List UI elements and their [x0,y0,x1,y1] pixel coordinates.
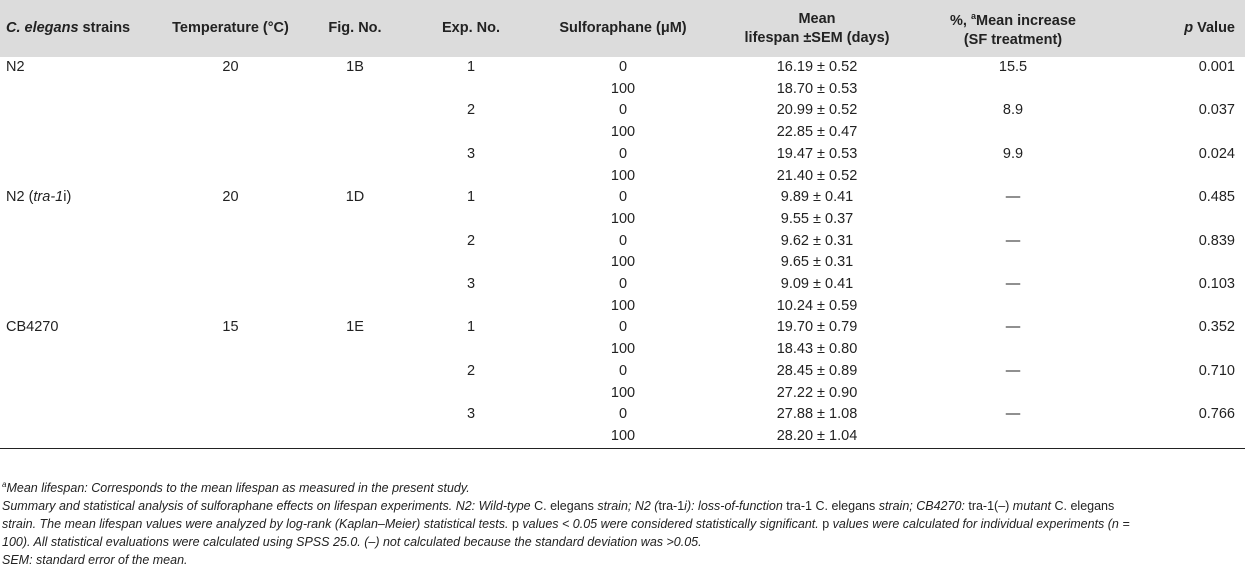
cell-mean: 19.47 ± 0.53 [776,145,858,162]
cell-exp [411,79,531,101]
header-inc-sup: a [970,11,976,22]
cell-mean: 27.22 ± 0.90 [776,384,858,401]
cell-strain [0,79,162,101]
cell-strain: CB4270 [6,319,59,336]
header-fig: Fig. No. [328,20,382,36]
cell-inc [919,296,1107,318]
cell-strain [0,339,162,361]
summary-segment: strain; N2 ( [593,499,659,513]
table-row [0,209,1245,231]
cell-fig [299,296,411,318]
cell-inc: — [1005,276,1021,293]
cell-exp [411,209,531,231]
cell-inc [919,426,1107,448]
cell-sf: 100 [610,297,636,314]
cell-fig [299,79,411,101]
cell-temp: 20 [222,189,239,206]
summary-note [2,497,1142,551]
header-strain [0,0,162,57]
cell-strain-after: i) [63,189,72,206]
header-mean-lifespan [715,0,919,57]
cell-exp: 1 [466,189,476,206]
cell-mean: 28.45 ± 0.89 [776,362,858,379]
cell-sf: 0 [618,232,628,249]
table-row [0,122,1245,144]
header-strain-rest: strains [78,20,131,36]
cell-inc: — [1005,232,1021,249]
cell-inc: — [1005,406,1021,423]
summary-segment: i): loss-of-function [684,499,787,513]
cell-temp [162,209,299,231]
cell-mean: 10.24 ± 0.59 [776,297,858,314]
cell-mean: 9.62 ± 0.31 [780,232,854,249]
cell-p: 0.352 [1198,319,1235,336]
table-row [0,100,1245,122]
cell-inc [919,166,1107,188]
cell-sf: 0 [618,406,628,423]
cell-p: 0.024 [1198,145,1235,162]
cell-p: 0.485 [1198,189,1235,206]
cell-strain [0,426,162,448]
cell-strain-gene: tra-1 [33,189,64,206]
table-row [0,426,1245,448]
cell-strain [0,274,162,296]
cell-mean: 21.40 ± 0.52 [776,167,858,184]
table-row [0,404,1245,426]
cell-p: 0.103 [1198,276,1235,293]
cell-mean: 9.55 ± 0.37 [780,210,854,227]
cell-sf: 100 [610,124,636,141]
cell-exp: 2 [466,232,476,249]
cell-fig [299,252,411,274]
cell-fig [299,426,411,448]
header-p-italic: p [1184,20,1194,36]
cell-fig [299,274,411,296]
summary-segment: values were calculated for individual experiments (n = 100). All statistical evaluations were calculated using SPSS 25.0. (–) not calculated because the standard deviation was >0.05. [2,517,1130,549]
cell-mean: 18.70 ± 0.53 [776,80,858,97]
header-temperature: Temperature (°C) [172,20,289,36]
cell-temp [162,144,299,166]
cell-fig [299,166,411,188]
table-row [0,383,1245,405]
cell-sf: 100 [610,210,636,227]
header-mean-line2: lifespan ±SEM (days) [744,29,890,46]
summary-segment: tra-1(–) [968,499,1010,513]
cell-temp [162,231,299,253]
table-row [0,252,1245,274]
cell-temp [162,166,299,188]
cell-exp: 3 [466,406,476,423]
header-p-value [1107,0,1245,57]
cell-sf: 100 [610,384,636,401]
table-row [0,144,1245,166]
cell-exp: 1 [466,59,476,75]
summary-segment: mutant [1009,499,1055,513]
cell-sf: 0 [618,145,628,162]
cell-strain [0,383,162,405]
cell-temp [162,339,299,361]
cell-fig [299,144,411,166]
cell-strain [0,296,162,318]
cell-p [1107,339,1245,361]
cell-fig [299,383,411,405]
cell-sf: 100 [610,80,636,97]
cell-temp [162,100,299,122]
cell-mean: 9.09 ± 0.41 [780,276,854,293]
cell-exp: 1 [466,319,476,336]
cell-exp [411,339,531,361]
cell-strain [0,231,162,253]
cell-exp: 3 [466,276,476,293]
cell-temp [162,361,299,383]
cell-exp [411,296,531,318]
cell-inc [919,122,1107,144]
cell-sf: 100 [610,341,636,358]
footnote-a [2,479,1142,497]
summary-segment: strain. The mean lifespan values were analyzed by log-rank (Kaplan–Meier) statistical tests. [2,517,512,531]
cell-exp: 2 [466,362,476,379]
table-notes [2,479,1142,569]
cell-mean: 22.85 ± 0.47 [776,124,858,141]
cell-fig [299,339,411,361]
summary-segment: p [511,517,519,531]
table-row [0,339,1245,361]
cell-strain-text: N2 ( [6,189,34,206]
cell-inc [919,209,1107,231]
cell-inc: — [1005,189,1021,206]
cell-fig [299,361,411,383]
cell-temp [162,252,299,274]
cell-inc: — [1005,319,1021,336]
cell-fig: 1D [345,189,365,206]
cell-p: 0.037 [1198,102,1235,119]
cell-sf: 0 [618,59,628,75]
cell-sf: 100 [610,167,636,184]
sem-note: SEM: standard error of the mean. [2,553,188,567]
cell-strain [0,122,162,144]
cell-strain [0,100,162,122]
cell-temp [162,383,299,405]
table-row [0,187,1245,209]
summary-segment: tra-1 [658,499,685,513]
footnote-text: Mean lifespan: Corresponds to the mean lifespan as measured in the present study. [6,481,470,495]
table-row [0,317,1245,339]
table-body [0,57,1245,448]
header-inc-line2: (SF treatment) [963,31,1063,48]
cell-fig [299,231,411,253]
cell-sf: 0 [618,102,628,119]
cell-mean: 9.89 ± 0.41 [780,189,854,206]
cell-sf: 100 [531,426,715,448]
cell-mean: 20.99 ± 0.52 [776,102,858,119]
summary-segment: p [822,517,830,531]
cell-sf: 0 [618,276,628,293]
table-row [0,274,1245,296]
summary-segment: C. elegans [534,499,594,513]
table-row [0,296,1245,318]
table-row [0,166,1245,188]
cell-p [1107,383,1245,405]
table-row [0,361,1245,383]
cell-fig [299,100,411,122]
cell-strain [0,166,162,188]
header-exp: Exp. No. [441,20,500,36]
cell-p: 0.839 [1198,232,1235,249]
cell-exp [411,166,531,188]
cell-inc [919,252,1107,274]
summary-segment: strain; CB4270: [875,499,969,513]
cell-p [1107,426,1245,448]
cell-sf: 0 [618,319,628,336]
cell-temp [162,404,299,426]
cell-inc: 15.5 [998,59,1028,75]
summary-segment: tra-1 C. elegans [786,499,876,513]
header-inc-line1: Mean increase [976,12,1076,29]
cell-mean: 19.70 ± 0.79 [776,319,858,336]
cell-temp [162,122,299,144]
cell-exp [411,122,531,144]
cell-sf: 0 [618,362,628,379]
cell-inc: 8.9 [1002,102,1024,119]
table-header-row [0,0,1245,57]
cell-p [1107,166,1245,188]
cell-inc [919,383,1107,405]
cell-strain [0,252,162,274]
table-row [0,231,1245,253]
cell-strain [0,209,162,231]
cell-p [1107,252,1245,274]
cell-exp [411,426,531,448]
table-row [0,79,1245,101]
cell-p [1107,296,1245,318]
cell-p: 0.001 [1198,59,1235,75]
cell-exp [411,383,531,405]
header-p-rest: Value [1193,20,1235,36]
cell-inc [919,79,1107,101]
summary-segment: Summary and statistical analysis of sulforaphane effects on lifespan experiments. N2: Wild-type [2,499,535,513]
cell-temp [162,426,299,448]
cell-mean: 9.65 ± 0.31 [780,254,854,271]
cell-strain [0,361,162,383]
summary-segment: C. elegans [1054,499,1115,513]
cell-p [1107,209,1245,231]
cell-exp [411,252,531,274]
cell-strain [0,187,162,209]
cell-strain [0,144,162,166]
header-mean-line1: Mean [798,10,836,27]
cell-p: 0.766 [1198,406,1235,423]
cell-mean: 27.88 ± 1.08 [776,406,858,423]
table-row [0,57,1245,79]
cell-mean: 16.19 ± 0.52 [776,59,858,75]
cell-sf: 0 [618,189,628,206]
header-sulforaphane: Sulforaphane (μM) [559,20,687,36]
cell-inc: — [1005,362,1021,379]
table-header [0,0,1245,57]
cell-fig: 1B [346,59,364,75]
cell-temp [162,296,299,318]
header-strain-italic: C. elegans [6,20,79,36]
cell-p [1107,79,1245,101]
cell-temp [162,274,299,296]
cell-fig [299,122,411,144]
cell-temp: 15 [222,319,239,336]
cell-sf: 100 [610,254,636,271]
cell-exp: 3 [466,145,476,162]
header-inc-prefix: %, [950,12,971,29]
cell-exp: 2 [466,102,476,119]
cell-mean: 28.20 ± 1.04 [715,426,919,448]
cell-inc [919,339,1107,361]
cell-temp: 20 [222,59,239,75]
cell-fig [299,209,411,231]
header-mean-increase [919,0,1107,57]
footnote-sup: a [2,479,7,489]
cell-mean: 18.43 ± 0.80 [776,341,858,358]
cell-fig [299,404,411,426]
summary-segment: values < 0.05 were considered statistically significant. [518,517,823,531]
cell-p [1107,122,1245,144]
cell-inc: 9.9 [1002,145,1024,162]
cell-strain: N2 [6,59,25,75]
cell-strain [0,404,162,426]
cell-p: 0.710 [1198,362,1235,379]
cell-fig: 1E [346,319,364,336]
cell-temp [162,79,299,101]
